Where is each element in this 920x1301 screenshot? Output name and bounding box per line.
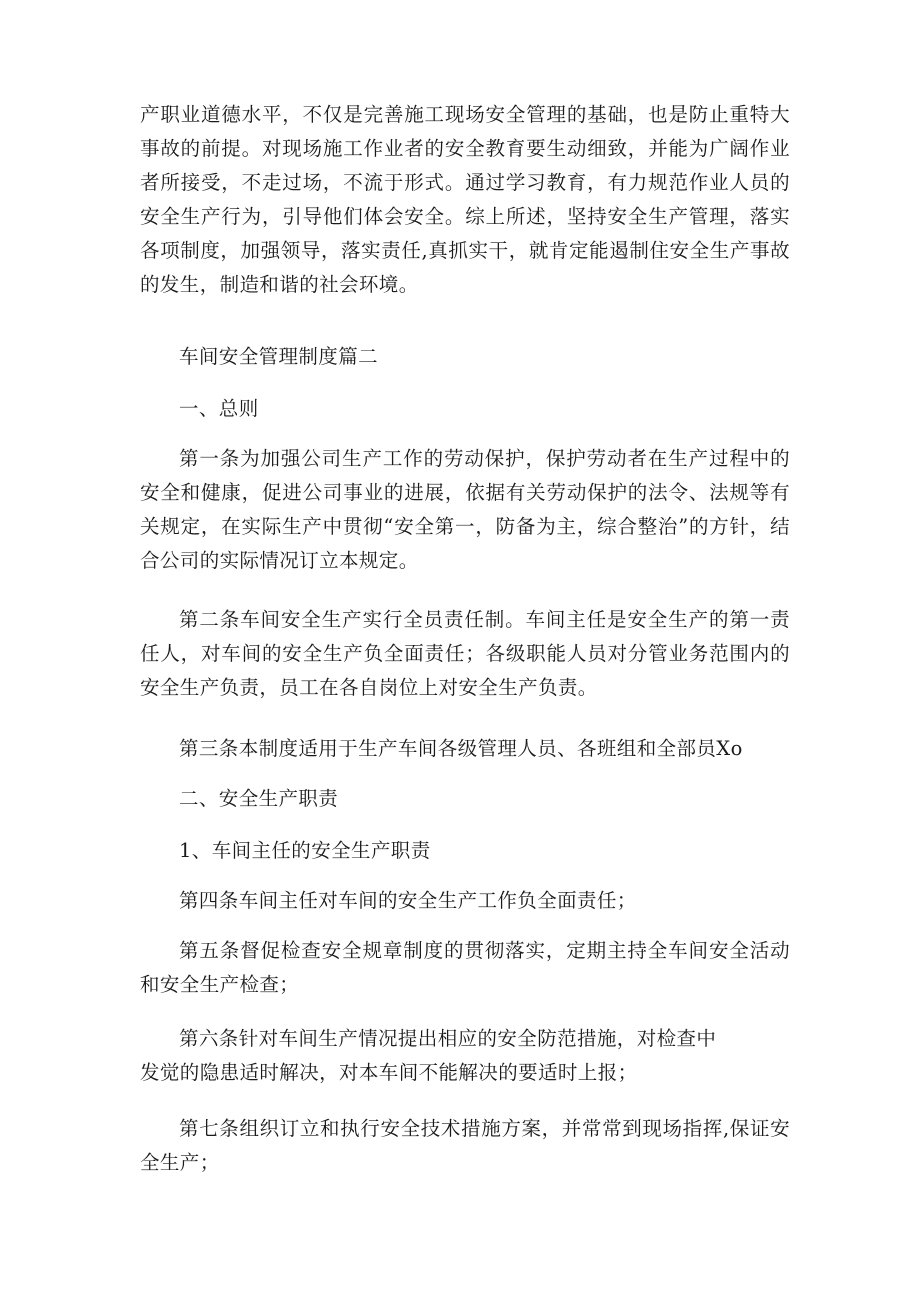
article-6 <box>140 1022 790 1090</box>
heading-text: 1、车间主任的安全生产职责 <box>179 839 431 862</box>
paragraph-text: 产职业道德水平，不仅是完善施工现场安全管理的基础，也是防止重特大事故的前提。对现场施工作业者的安全教育要生动细致，并能为广阔作业者所接受，不走过场，不流于形式。通过学习教育，有力规范作业人员的安全生产行为，引导他们体会安全。综上所述，坚持安全生产管理，落实各项制度，加强领导，落实责任,真抓实干，就肯定能遏制住安全生产事故的发生，制造和谐的社会环境。 <box>140 103 790 296</box>
article-7 <box>140 1112 790 1180</box>
subsection-heading-workshop-director <box>140 834 790 868</box>
article-2 <box>140 603 790 705</box>
paragraph-text: 第七条组织订立和执行安全技术措施方案，并常常到现场指挥,保证安全生产； <box>140 1117 790 1174</box>
paragraph-text: 第三条本制度适用于生产车间各级管理人员、各班组和全部员Xo <box>179 737 743 760</box>
paragraph-continuation: 发觉的隐患适时解决，对本车间不能解决的要适时上报； <box>140 1061 638 1084</box>
article-4 <box>140 884 790 918</box>
paragraph-text: 第二条车间安全生产实行全员责任制。车间主任是安全生产的第一责任人，对车间的安全生产负全面责任；各级职能人员对分管业务范围内的安全生产负责，员工在各自岗位上对安全生产负责。 <box>140 608 790 699</box>
heading-text: 二、安全生产职责 <box>179 787 339 810</box>
article-1 <box>140 442 790 578</box>
article-3 <box>140 732 790 766</box>
paragraph-text: 第六条针对车间生产情况提出相应的安全防范措施，对检查中 <box>179 1027 717 1050</box>
paragraph-text: 第五条督促检查安全规章制度的贯彻落实，定期主持全车间安全活动和安全生产检查； <box>140 939 790 996</box>
section-heading-general-provisions <box>140 392 790 426</box>
heading-text: 一、总则 <box>179 397 259 420</box>
section-heading-safety-duties <box>140 782 790 816</box>
article-5 <box>140 934 790 1002</box>
section-title-part-two <box>140 340 790 374</box>
paragraph-p1 <box>140 98 790 302</box>
paragraph-text: 第一条为加强公司生产工作的劳动保护，保护劳动者在生产过程中的安全和健康，促进公司事业的进展，依据有关劳动保护的法令、法规等有关规定，在实际生产中贯彻“安全第一，防备为主，综合整治”的方针，结合公司的实际情况订立本规定。 <box>140 447 790 572</box>
heading-text: 车间安全管理制度篇二 <box>179 345 379 368</box>
paragraph-text: 第四条车间主任对车间的安全生产工作负全面责任； <box>179 889 637 912</box>
